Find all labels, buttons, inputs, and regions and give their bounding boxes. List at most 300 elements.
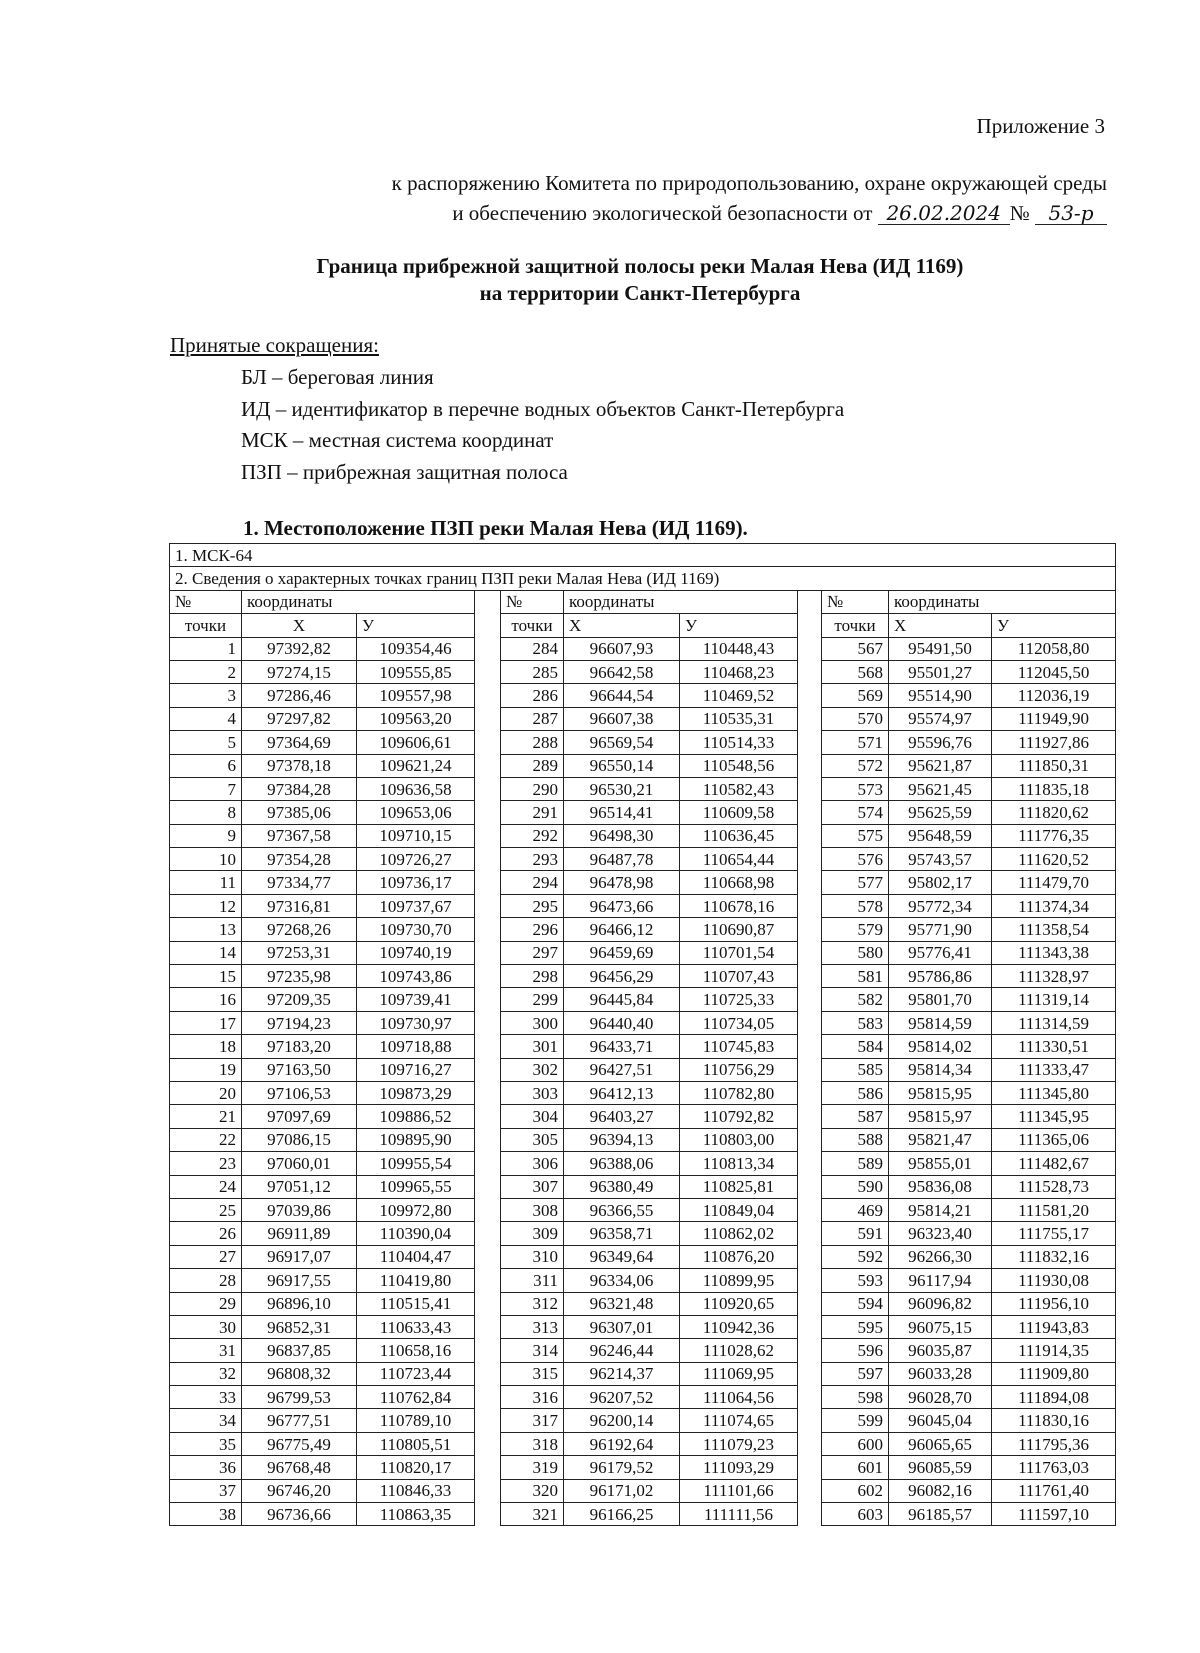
x-coordinate: 96498,30 (564, 824, 680, 847)
table-row (170, 1339, 1116, 1362)
x-coordinate: 96334,06 (564, 1269, 680, 1292)
x-coordinate: 96896,10 (242, 1292, 357, 1315)
x-coordinate: 96746,20 (242, 1479, 357, 1502)
y-coordinate: 109895,90 (357, 1128, 475, 1151)
x-coordinate: 95574,97 (889, 707, 992, 730)
table-row (170, 1362, 1116, 1385)
x-coordinate: 96459,69 (564, 941, 680, 964)
point-number: 321 (501, 1503, 564, 1526)
table-subtitle: 2. Сведения о характерных точках границ ПЗП реки Малая Нева (ИД 1169) (170, 567, 1116, 590)
x-coordinate: 96185,57 (889, 1503, 992, 1526)
point-number: 291 (501, 801, 564, 824)
point-number: 602 (822, 1479, 889, 1502)
point-number: 319 (501, 1456, 564, 1479)
x-coordinate: 95855,01 (889, 1152, 992, 1175)
y-coordinate: 111343,38 (992, 941, 1116, 964)
table-row (170, 965, 1116, 988)
point-number: 288 (501, 731, 564, 754)
x-coordinate: 95801,70 (889, 988, 992, 1011)
y-coordinate: 111597,10 (992, 1503, 1116, 1526)
table-row (170, 1105, 1116, 1128)
point-number: 292 (501, 824, 564, 847)
y-coordinate: 110723,44 (357, 1362, 475, 1385)
point-number: 21 (170, 1105, 242, 1128)
x-coordinate: 97367,58 (242, 824, 357, 847)
point-number: 592 (822, 1245, 889, 1268)
point-number: 577 (822, 871, 889, 894)
point-number: 303 (501, 1081, 564, 1104)
point-number: 5 (170, 731, 242, 754)
point-number: 19 (170, 1058, 242, 1081)
x-coordinate: 95596,76 (889, 731, 992, 754)
y-coordinate: 110805,51 (357, 1432, 475, 1455)
y-coordinate: 110515,41 (357, 1292, 475, 1315)
x-coordinate: 96192,64 (564, 1432, 680, 1455)
y-coordinate: 110468,23 (680, 660, 798, 683)
y-coordinate: 111069,95 (680, 1362, 798, 1385)
point-number: 588 (822, 1128, 889, 1151)
x-coordinate: 95815,97 (889, 1105, 992, 1128)
y-coordinate: 109740,19 (357, 941, 475, 964)
point-number: 601 (822, 1456, 889, 1479)
y-coordinate: 111111,56 (680, 1503, 798, 1526)
coordinate-system: 1. МСК-64 (170, 544, 1116, 567)
abbreviation-item: ПЗП – прибрежная защитная полоса (241, 459, 568, 484)
point-number: 27 (170, 1245, 242, 1268)
y-coordinate: 109354,46 (357, 637, 475, 660)
y-coordinate: 110448,43 (680, 637, 798, 660)
y-coordinate: 111328,97 (992, 965, 1116, 988)
order-number: 53-р (1035, 202, 1107, 225)
point-number: 573 (822, 777, 889, 800)
point-number: 570 (822, 707, 889, 730)
x-coordinate: 95821,47 (889, 1128, 992, 1151)
point-number: 580 (822, 941, 889, 964)
y-coordinate: 111374,34 (992, 894, 1116, 917)
table-row (170, 1198, 1116, 1221)
table-row (170, 871, 1116, 894)
header-y: У (992, 614, 1116, 637)
y-coordinate: 111345,80 (992, 1081, 1116, 1104)
table-row (170, 1432, 1116, 1455)
point-number: 29 (170, 1292, 242, 1315)
point-number: 287 (501, 707, 564, 730)
x-coordinate: 96403,27 (564, 1105, 680, 1128)
x-coordinate: 97364,69 (242, 731, 357, 754)
point-number: 578 (822, 894, 889, 917)
point-number: 33 (170, 1386, 242, 1409)
x-coordinate: 96214,37 (564, 1362, 680, 1385)
y-coordinate: 111835,18 (992, 777, 1116, 800)
table-row (170, 1503, 1116, 1526)
x-coordinate: 96642,58 (564, 660, 680, 683)
point-number: 302 (501, 1058, 564, 1081)
x-coordinate: 96768,48 (242, 1456, 357, 1479)
y-coordinate: 110535,31 (680, 707, 798, 730)
point-number: 586 (822, 1081, 889, 1104)
y-coordinate: 110678,16 (680, 894, 798, 917)
table-row (170, 824, 1116, 847)
point-number: 314 (501, 1339, 564, 1362)
x-coordinate: 96065,65 (889, 1432, 992, 1455)
y-coordinate: 110609,58 (680, 801, 798, 824)
y-coordinate: 111101,66 (680, 1479, 798, 1502)
x-coordinate: 96514,41 (564, 801, 680, 824)
x-coordinate: 97297,82 (242, 707, 357, 730)
point-number: 6 (170, 754, 242, 777)
y-coordinate: 109730,70 (357, 918, 475, 941)
point-number: 317 (501, 1409, 564, 1432)
table-row (170, 1479, 1116, 1502)
point-number: 2 (170, 660, 242, 683)
y-coordinate: 110876,20 (680, 1245, 798, 1268)
y-coordinate: 109730,97 (357, 1011, 475, 1034)
x-coordinate: 97097,69 (242, 1105, 357, 1128)
point-number: 306 (501, 1152, 564, 1175)
point-number: 597 (822, 1362, 889, 1385)
point-number: 290 (501, 777, 564, 800)
x-coordinate: 96917,55 (242, 1269, 357, 1292)
y-coordinate: 109555,85 (357, 660, 475, 683)
header-x: Х (242, 614, 357, 637)
point-number: 584 (822, 1035, 889, 1058)
order-reference (200, 168, 1107, 228)
x-coordinate: 97194,23 (242, 1011, 357, 1034)
y-coordinate: 111581,20 (992, 1198, 1116, 1221)
y-coordinate: 109886,52 (357, 1105, 475, 1128)
header-y: У (680, 614, 798, 637)
point-number: 318 (501, 1432, 564, 1455)
y-coordinate: 111330,51 (992, 1035, 1116, 1058)
x-coordinate: 96456,29 (564, 965, 680, 988)
x-coordinate: 96607,93 (564, 637, 680, 660)
y-coordinate: 111943,83 (992, 1315, 1116, 1338)
y-coordinate: 110762,84 (357, 1386, 475, 1409)
x-coordinate: 96366,55 (564, 1198, 680, 1221)
x-coordinate: 96349,64 (564, 1245, 680, 1268)
header-y: У (357, 614, 475, 637)
point-number: 17 (170, 1011, 242, 1034)
order-line-2-prefix: и обеспечению экологической безопасности от (452, 201, 873, 225)
point-number: 571 (822, 731, 889, 754)
y-coordinate: 110734,05 (680, 1011, 798, 1034)
table-row (170, 1152, 1116, 1175)
y-coordinate: 110899,95 (680, 1269, 798, 1292)
table-row (170, 1409, 1116, 1432)
y-coordinate: 109739,41 (357, 988, 475, 1011)
y-coordinate: 110782,80 (680, 1081, 798, 1104)
x-coordinate: 97051,12 (242, 1175, 357, 1198)
order-line-2 (200, 198, 1107, 228)
point-number: 289 (501, 754, 564, 777)
x-coordinate: 95771,90 (889, 918, 992, 941)
point-number: 22 (170, 1128, 242, 1151)
y-coordinate: 110404,47 (357, 1245, 475, 1268)
x-coordinate: 96085,59 (889, 1456, 992, 1479)
x-coordinate: 96033,28 (889, 1362, 992, 1385)
order-line-1: к распоряжению Комитета по природопользованию, охране окружающей среды (391, 171, 1107, 195)
point-number: 26 (170, 1222, 242, 1245)
point-number: 569 (822, 684, 889, 707)
table-row (170, 1386, 1116, 1409)
point-number: 25 (170, 1198, 242, 1221)
point-number: 18 (170, 1035, 242, 1058)
x-coordinate: 95621,45 (889, 777, 992, 800)
y-coordinate: 110942,36 (680, 1315, 798, 1338)
point-number: 567 (822, 637, 889, 660)
y-coordinate: 109955,54 (357, 1152, 475, 1175)
point-number: 4 (170, 707, 242, 730)
x-coordinate: 96394,13 (564, 1128, 680, 1151)
point-number: 12 (170, 894, 242, 917)
y-coordinate: 111028,62 (680, 1339, 798, 1362)
y-coordinate: 111345,95 (992, 1105, 1116, 1128)
point-number: 320 (501, 1479, 564, 1502)
y-coordinate: 109873,29 (357, 1081, 475, 1104)
x-coordinate: 96171,02 (564, 1479, 680, 1502)
x-coordinate: 96607,38 (564, 707, 680, 730)
point-number: 574 (822, 801, 889, 824)
x-coordinate: 96777,51 (242, 1409, 357, 1432)
y-coordinate: 111820,62 (992, 801, 1116, 824)
x-coordinate: 97274,15 (242, 660, 357, 683)
point-number: 11 (170, 871, 242, 894)
x-coordinate: 96917,07 (242, 1245, 357, 1268)
table-row (170, 1011, 1116, 1034)
appendix-label: Приложение 3 (976, 114, 1105, 138)
point-number: 582 (822, 988, 889, 1011)
point-number: 14 (170, 941, 242, 964)
table-row (170, 637, 1116, 660)
header-no: № (501, 590, 564, 613)
y-coordinate: 110863,35 (357, 1503, 475, 1526)
x-coordinate: 97268,26 (242, 918, 357, 941)
point-number: 309 (501, 1222, 564, 1245)
abbreviation-item: ИД – идентификатор в перечне водных объектов Санкт-Петербурга (241, 396, 845, 421)
y-coordinate: 109621,24 (357, 754, 475, 777)
x-coordinate: 95836,08 (889, 1175, 992, 1198)
y-coordinate: 109563,20 (357, 707, 475, 730)
y-coordinate: 111850,31 (992, 754, 1116, 777)
y-coordinate: 109716,27 (357, 1058, 475, 1081)
point-number: 469 (822, 1198, 889, 1221)
x-coordinate: 96358,71 (564, 1222, 680, 1245)
x-coordinate: 96096,82 (889, 1292, 992, 1315)
coordinates-table (169, 543, 1116, 1526)
point-number: 293 (501, 848, 564, 871)
table-row (170, 1035, 1116, 1058)
y-coordinate: 109965,55 (357, 1175, 475, 1198)
y-coordinate: 109972,80 (357, 1198, 475, 1221)
header-coords: координаты (564, 590, 798, 613)
y-coordinate: 110469,52 (680, 684, 798, 707)
table-row (170, 801, 1116, 824)
y-coordinate: 111333,47 (992, 1058, 1116, 1081)
y-coordinate: 110792,82 (680, 1105, 798, 1128)
point-number: 284 (501, 637, 564, 660)
point-number: 10 (170, 848, 242, 871)
x-coordinate: 95743,57 (889, 848, 992, 871)
y-coordinate: 110654,44 (680, 848, 798, 871)
x-coordinate: 96200,14 (564, 1409, 680, 1432)
header-no: № (822, 590, 889, 613)
point-number: 598 (822, 1386, 889, 1409)
point-number: 301 (501, 1035, 564, 1058)
table-header-row-1 (170, 590, 1116, 613)
abbreviation-item: БЛ – береговая линия (241, 365, 434, 389)
y-coordinate: 111358,54 (992, 918, 1116, 941)
x-coordinate: 95814,21 (889, 1198, 992, 1221)
table-row (170, 1128, 1116, 1151)
y-coordinate: 111528,73 (992, 1175, 1116, 1198)
y-coordinate: 111064,56 (680, 1386, 798, 1409)
point-number: 294 (501, 871, 564, 894)
y-coordinate: 111093,29 (680, 1456, 798, 1479)
point-number: 581 (822, 965, 889, 988)
point-number: 591 (822, 1222, 889, 1245)
x-coordinate: 97354,28 (242, 848, 357, 871)
table-row (170, 1081, 1116, 1104)
point-number: 595 (822, 1315, 889, 1338)
y-coordinate: 110548,56 (680, 754, 798, 777)
y-coordinate: 111949,90 (992, 707, 1116, 730)
table-row (170, 684, 1116, 707)
table-row (170, 1222, 1116, 1245)
x-coordinate: 97235,98 (242, 965, 357, 988)
header-point: точки (822, 614, 889, 637)
x-coordinate: 95501,27 (889, 660, 992, 683)
y-coordinate: 111074,65 (680, 1409, 798, 1432)
y-coordinate: 111763,03 (992, 1456, 1116, 1479)
table-row (170, 731, 1116, 754)
x-coordinate: 96550,14 (564, 754, 680, 777)
header-x: Х (889, 614, 992, 637)
x-coordinate: 97286,46 (242, 684, 357, 707)
point-number: 579 (822, 918, 889, 941)
y-coordinate: 111755,17 (992, 1222, 1116, 1245)
point-number: 23 (170, 1152, 242, 1175)
y-coordinate: 110690,87 (680, 918, 798, 941)
table-row (170, 988, 1116, 1011)
x-coordinate: 97334,77 (242, 871, 357, 894)
x-coordinate: 96808,32 (242, 1362, 357, 1385)
x-coordinate: 96852,31 (242, 1315, 357, 1338)
x-coordinate: 97060,01 (242, 1152, 357, 1175)
y-coordinate: 109653,06 (357, 801, 475, 824)
x-coordinate: 96433,71 (564, 1035, 680, 1058)
point-number: 312 (501, 1292, 564, 1315)
x-coordinate: 96117,94 (889, 1269, 992, 1292)
table-system-row (170, 544, 1116, 567)
y-coordinate: 111909,80 (992, 1362, 1116, 1385)
point-number: 13 (170, 918, 242, 941)
table-row (170, 1292, 1116, 1315)
point-number: 593 (822, 1269, 889, 1292)
y-coordinate: 110668,98 (680, 871, 798, 894)
y-coordinate: 110582,43 (680, 777, 798, 800)
y-coordinate: 111832,16 (992, 1245, 1116, 1268)
point-number: 9 (170, 824, 242, 847)
y-coordinate: 109636,58 (357, 777, 475, 800)
y-coordinate: 110820,17 (357, 1456, 475, 1479)
x-coordinate: 97384,28 (242, 777, 357, 800)
x-coordinate: 96266,30 (889, 1245, 992, 1268)
x-coordinate: 96388,06 (564, 1152, 680, 1175)
y-coordinate: 111930,08 (992, 1269, 1116, 1292)
x-coordinate: 96837,85 (242, 1339, 357, 1362)
x-coordinate: 96466,12 (564, 918, 680, 941)
table-row (170, 918, 1116, 941)
point-number: 30 (170, 1315, 242, 1338)
x-coordinate: 97392,82 (242, 637, 357, 660)
y-coordinate: 111314,59 (992, 1011, 1116, 1034)
point-number: 594 (822, 1292, 889, 1315)
point-number: 304 (501, 1105, 564, 1128)
y-coordinate: 109743,86 (357, 965, 475, 988)
point-number: 3 (170, 684, 242, 707)
point-number: 16 (170, 988, 242, 1011)
x-coordinate: 96207,52 (564, 1386, 680, 1409)
point-number: 585 (822, 1058, 889, 1081)
point-number: 576 (822, 848, 889, 871)
y-coordinate: 111830,16 (992, 1409, 1116, 1432)
table-row (170, 1058, 1116, 1081)
table-row (170, 848, 1116, 871)
x-coordinate: 96075,15 (889, 1315, 992, 1338)
y-coordinate: 110813,34 (680, 1152, 798, 1175)
x-coordinate: 97378,18 (242, 754, 357, 777)
x-coordinate: 95514,90 (889, 684, 992, 707)
x-coordinate: 95802,17 (889, 871, 992, 894)
point-number: 295 (501, 894, 564, 917)
x-coordinate: 96323,40 (889, 1222, 992, 1245)
y-coordinate: 111319,14 (992, 988, 1116, 1011)
x-coordinate: 96179,52 (564, 1456, 680, 1479)
order-number-label: № (1009, 201, 1030, 225)
x-coordinate: 95772,34 (889, 894, 992, 917)
point-number: 285 (501, 660, 564, 683)
header-point: точки (501, 614, 564, 637)
table-row (170, 660, 1116, 683)
y-coordinate: 110803,00 (680, 1128, 798, 1151)
x-coordinate: 96478,98 (564, 871, 680, 894)
y-coordinate: 111894,08 (992, 1386, 1116, 1409)
abbreviation-item: МСК – местная система координат (241, 428, 554, 452)
x-coordinate: 95648,59 (889, 824, 992, 847)
abbreviations-heading: Принятые сокращения: (170, 333, 379, 357)
table-row (170, 754, 1116, 777)
point-number: 575 (822, 824, 889, 847)
x-coordinate: 96412,13 (564, 1081, 680, 1104)
x-coordinate: 96473,66 (564, 894, 680, 917)
y-coordinate: 109718,88 (357, 1035, 475, 1058)
point-number: 307 (501, 1175, 564, 1198)
table-row (170, 894, 1116, 917)
point-number: 568 (822, 660, 889, 683)
header-coords: координаты (242, 590, 475, 613)
x-coordinate: 95491,50 (889, 637, 992, 660)
table-row (170, 1456, 1116, 1479)
y-coordinate: 109737,67 (357, 894, 475, 917)
y-coordinate: 111776,35 (992, 824, 1116, 847)
y-coordinate: 110789,10 (357, 1409, 475, 1432)
section-title: 1. Местоположение ПЗП реки Малая Нева (ИД 1169). (243, 516, 748, 540)
y-coordinate: 111956,10 (992, 1292, 1116, 1315)
point-number: 589 (822, 1152, 889, 1175)
y-coordinate: 112058,80 (992, 637, 1116, 660)
header-x: Х (564, 614, 680, 637)
y-coordinate: 110825,81 (680, 1175, 798, 1198)
